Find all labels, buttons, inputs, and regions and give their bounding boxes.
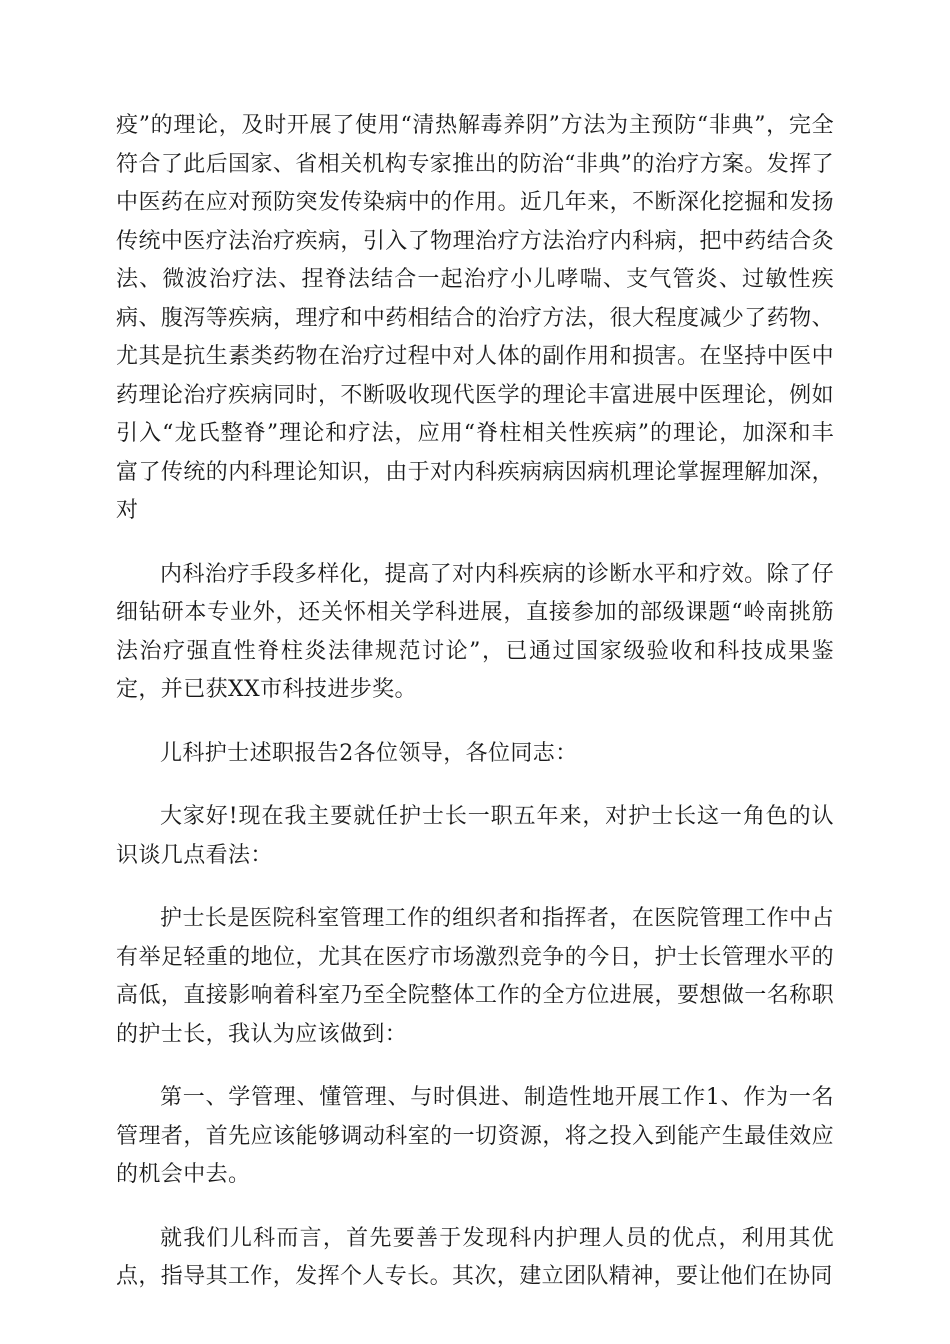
paragraph-3: 儿科护士述职报告2各位领导，各位同志：: [160, 740, 578, 766]
paragraph-1: 疫”的理论，及时开展了使用“清热解毒养阴”方法为主预防“非典”，完全符合了此后国家、省相关机构专家推出的防治“非典”的治疗方案。发挥了中医药在应对预防突发传染病中的作用。近几年来，不断深化挖掘和发扬传统中医疗法治疗疾病，引入了物理治疗方法治疗内科病，把中药结合灸法、微波治疗法、捏脊法结合一起治疗小儿哮喘、支气管炎、过敏性疾病、腹泻等疾病，理疗和中药相结合的治疗方法，很大程度减少了药物、尤其是抗生素类药物在治疗过程中对人体的副作用和损害。在坚持中医中药理论治疗疾病同时，不断吸收现代医学的理论丰富进展中医理论，例如引入“龙氏整脊”理论和疗法，应用“脊柱相关性疾病”的理论，加深和丰富了传统的内科理论知识，由于对内科疾病病因病机理论掌握理解加深，对: [116, 113, 834, 523]
document-body: [116, 107, 834, 1297]
paragraph-6: 第一、学管理、懂管理、与时俱进、制造性地开展工作1、作为一名管理者，首先应该能够调动科室的一切资源，将之投入到能产生最佳效应的机会中去。: [116, 1085, 834, 1187]
paragraph-2: 内科治疗手段多样化，提高了对内科疾病的诊断水平和疗效。除了仔细钻研本专业外，还关怀相关学科进展，直接参加的部级课题“岭南挑筋法治疗强直性脊柱炎法律规范讨论”，已通过国家级验收和科技成果鉴定，并已获XX市科技进步奖。: [116, 561, 834, 702]
paragraph-7: 就我们儿科而言，首先要善于发现科内护理人员的优点，利用其优点，指导其工作，发挥个人专长。其次，建立团队精神，要让他们在协同: [116, 1225, 834, 1289]
paragraph-4: 大家好!现在我主要就任护士长一职五年来，对护士长这一角色的认识谈几点看法：: [116, 804, 834, 868]
paragraph-5: 护士长是医院科室管理工作的组织者和指挥者，在医院管理工作中占有举足轻重的地位，尤其在医疗市场激烈竞争的今日，护士长管理水平的高低，直接影响着科室乃至全院整体工作的全方位进展，要想做一名称职的护士长，我认为应该做到：: [116, 906, 834, 1047]
